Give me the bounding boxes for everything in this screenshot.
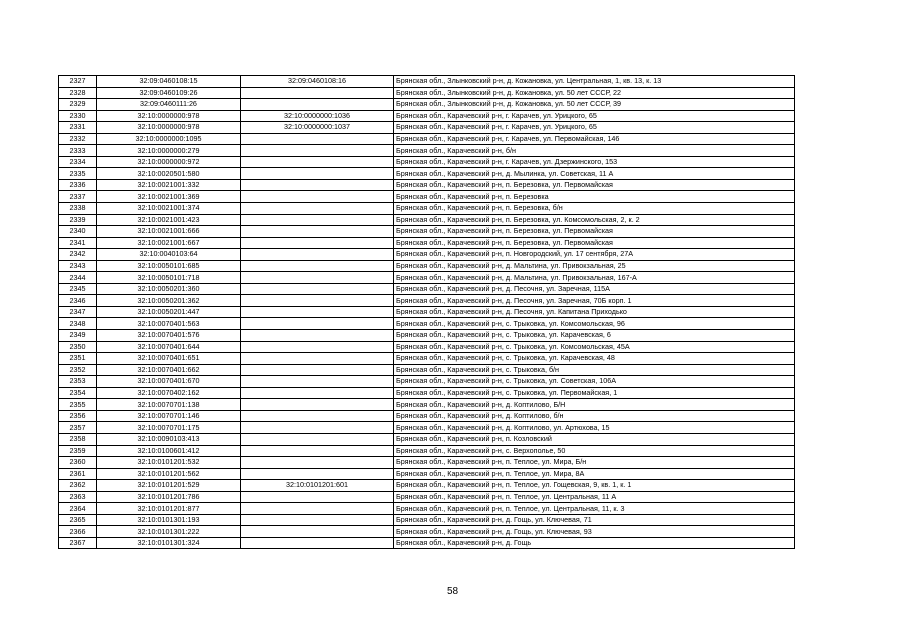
- parent-cadastral-cell: [241, 491, 394, 503]
- row-number-cell: 2336: [59, 179, 97, 191]
- row-number-cell: 2327: [59, 76, 97, 88]
- cadastral-number-cell: 32:10:0050201:447: [97, 306, 241, 318]
- parent-cadastral-cell: [241, 237, 394, 249]
- parent-cadastral-cell: [241, 226, 394, 238]
- row-number-cell: 2362: [59, 480, 97, 492]
- table-row: [59, 110, 795, 122]
- cadastral-number-cell: 32:10:0101301:324: [97, 537, 241, 549]
- address-cell: Брянская обл., Карачевский р-н, п. Березовка, ул. Комсомольская, 2, к. 2: [394, 214, 795, 226]
- parent-cadastral-cell: [241, 537, 394, 549]
- parent-cadastral-cell: [241, 376, 394, 388]
- parent-cadastral-cell: [241, 526, 394, 538]
- cadastral-number-cell: 32:10:0021001:369: [97, 191, 241, 203]
- address-cell: Брянская обл., Злынковский р-н, д. Кожановка, ул. 50 лет СССР, 39: [394, 99, 795, 111]
- row-number-cell: 2351: [59, 353, 97, 365]
- row-number-cell: 2356: [59, 410, 97, 422]
- cadastral-number-cell: 32:09:0460109:26: [97, 87, 241, 99]
- table-row: [59, 514, 795, 526]
- table-row: [59, 410, 795, 422]
- parent-cadastral-cell: [241, 145, 394, 157]
- table-row: [59, 87, 795, 99]
- table-row: [59, 226, 795, 238]
- table-row: [59, 341, 795, 353]
- cadastral-number-cell: 32:10:0070401:644: [97, 341, 241, 353]
- address-cell: Брянская обл., Карачевский р-н, п. Березовка: [394, 191, 795, 203]
- parent-cadastral-cell: [241, 341, 394, 353]
- parent-cadastral-cell: [241, 179, 394, 191]
- address-cell: Брянская обл., Карачевский р-н, п. Новгородский, ул. 17 сентября, 27А: [394, 249, 795, 261]
- row-number-cell: 2349: [59, 330, 97, 342]
- address-cell: Брянская обл., Карачевский р-н, п. Теплое, ул. Гощевская, 9, кв. 1, к. 1: [394, 480, 795, 492]
- parent-cadastral-cell: 32:10:0101201:601: [241, 480, 394, 492]
- parent-cadastral-cell: [241, 468, 394, 480]
- cadastral-number-cell: 32:10:0101201:877: [97, 503, 241, 515]
- parent-cadastral-cell: [241, 203, 394, 215]
- row-number-cell: 2359: [59, 445, 97, 457]
- parent-cadastral-cell: [241, 399, 394, 411]
- row-number-cell: 2334: [59, 156, 97, 168]
- table-row: [59, 503, 795, 515]
- row-number-cell: 2367: [59, 537, 97, 549]
- row-number-cell: 2348: [59, 318, 97, 330]
- row-number-cell: 2329: [59, 99, 97, 111]
- parent-cadastral-cell: [241, 410, 394, 422]
- table-row: [59, 364, 795, 376]
- address-cell: Брянская обл., Карачевский р-н, п. Березовка, ул. Первомайская: [394, 237, 795, 249]
- address-cell: Брянская обл., Карачевский р-н, с. Верхополье, 50: [394, 445, 795, 457]
- registry-table: [58, 75, 795, 549]
- parent-cadastral-cell: [241, 191, 394, 203]
- table-row: [59, 537, 795, 549]
- address-cell: Брянская обл., Карачевский р-н, с. Трыковка, ул. Карачевская, 48: [394, 353, 795, 365]
- cadastral-number-cell: 32:10:0070401:670: [97, 376, 241, 388]
- address-cell: Брянская обл., Карачевский р-н, д. Мальтина, ул. Привокзальная, 167-А: [394, 272, 795, 284]
- address-cell: Брянская обл., Карачевский р-н, с. Трыковка, ул. Первомайская, 1: [394, 387, 795, 399]
- address-cell: Брянская обл., Карачевский р-н, п. Березовка, ул. Первомайская: [394, 226, 795, 238]
- table-row: [59, 203, 795, 215]
- table-row: [59, 480, 795, 492]
- cadastral-number-cell: 32:10:0021001:374: [97, 203, 241, 215]
- address-cell: Брянская обл., Карачевский р-н, с. Трыковка, б/н: [394, 364, 795, 376]
- table-row: [59, 133, 795, 145]
- cadastral-number-cell: 32:10:0070401:651: [97, 353, 241, 365]
- address-cell: Брянская обл., Карачевский р-н, г. Карачев, ул. Первомайская, 146: [394, 133, 795, 145]
- table-row: [59, 433, 795, 445]
- table-row: [59, 295, 795, 307]
- cadastral-number-cell: 32:10:0050101:718: [97, 272, 241, 284]
- cadastral-number-cell: 32:10:0021001:666: [97, 226, 241, 238]
- cadastral-number-cell: 32:10:0040103:64: [97, 249, 241, 261]
- address-cell: Брянская обл., Карачевский р-н, п. Козловский: [394, 433, 795, 445]
- cadastral-number-cell: 32:10:0101201:532: [97, 457, 241, 469]
- table-row: [59, 145, 795, 157]
- cadastral-number-cell: 32:10:0101201:562: [97, 468, 241, 480]
- cadastral-number-cell: 32:10:0101301:193: [97, 514, 241, 526]
- address-cell: Брянская обл., Карачевский р-н, д. Песочня, ул. Заречная, 70Б корп. 1: [394, 295, 795, 307]
- row-number-cell: 2361: [59, 468, 97, 480]
- address-cell: Брянская обл., Карачевский р-н, д. Гощь: [394, 537, 795, 549]
- address-cell: Брянская обл., Карачевский р-н, б/н: [394, 145, 795, 157]
- row-number-cell: 2343: [59, 260, 97, 272]
- table-row: [59, 283, 795, 295]
- row-number-cell: 2358: [59, 433, 97, 445]
- address-cell: Брянская обл., Карачевский р-н, с. Трыковка, ул. Советская, 106А: [394, 376, 795, 388]
- table-row: [59, 179, 795, 191]
- cadastral-number-cell: 32:10:0070401:662: [97, 364, 241, 376]
- parent-cadastral-cell: [241, 168, 394, 180]
- table-row: [59, 76, 795, 88]
- row-number-cell: 2355: [59, 399, 97, 411]
- row-number-cell: 2328: [59, 87, 97, 99]
- page-number: 58: [446, 586, 459, 597]
- row-number-cell: 2353: [59, 376, 97, 388]
- row-number-cell: 2350: [59, 341, 97, 353]
- row-number-cell: 2365: [59, 514, 97, 526]
- cadastral-number-cell: 32:10:0070402:162: [97, 387, 241, 399]
- address-cell: Брянская обл., Карачевский р-н, д. Песочня, ул. Капитана Приходько: [394, 306, 795, 318]
- table-row: [59, 156, 795, 168]
- address-cell: Брянская обл., Карачевский р-н, д. Коптилово, ул. Артюхова, 15: [394, 422, 795, 434]
- table-row: [59, 387, 795, 399]
- cadastral-number-cell: 32:10:0070401:563: [97, 318, 241, 330]
- cadastral-number-cell: 32:10:0050201:360: [97, 283, 241, 295]
- cadastral-number-cell: 32:10:0100601:412: [97, 445, 241, 457]
- address-cell: Брянская обл., Карачевский р-н, п. Теплое, ул. Центральная, 11, к. 3: [394, 503, 795, 515]
- table-row: [59, 214, 795, 226]
- parent-cadastral-cell: [241, 99, 394, 111]
- parent-cadastral-cell: [241, 295, 394, 307]
- table-row: [59, 399, 795, 411]
- cadastral-number-cell: 32:10:0070701:138: [97, 399, 241, 411]
- address-cell: Брянская обл., Карачевский р-н, п. Теплое, ул. Мира, Б/н: [394, 457, 795, 469]
- cadastral-number-cell: 32:10:0070401:576: [97, 330, 241, 342]
- table-row: [59, 191, 795, 203]
- row-number-cell: 2347: [59, 306, 97, 318]
- parent-cadastral-cell: [241, 306, 394, 318]
- row-number-cell: 2338: [59, 203, 97, 215]
- table-row: [59, 99, 795, 111]
- address-cell: Брянская обл., Карачевский р-н, с. Трыковка, ул. Карачевская, 6: [394, 330, 795, 342]
- parent-cadastral-cell: 32:09:0460108:16: [241, 76, 394, 88]
- table-row: [59, 260, 795, 272]
- table-row: [59, 422, 795, 434]
- address-cell: Брянская обл., Карачевский р-н, с. Трыковка, ул. Комсомольская, 96: [394, 318, 795, 330]
- cadastral-number-cell: 32:09:0460108:15: [97, 76, 241, 88]
- parent-cadastral-cell: 32:10:0000000:1036: [241, 110, 394, 122]
- cadastral-number-cell: 32:10:0021001:667: [97, 237, 241, 249]
- cadastral-number-cell: 32:10:0101301:222: [97, 526, 241, 538]
- address-cell: Брянская обл., Карачевский р-н, г. Карачев, ул. Урицкого, 65: [394, 110, 795, 122]
- table-row: [59, 353, 795, 365]
- row-number-cell: 2364: [59, 503, 97, 515]
- cadastral-number-cell: 32:09:0460111:26: [97, 99, 241, 111]
- cadastral-number-cell: 32:10:0020501:580: [97, 168, 241, 180]
- cadastral-number-cell: 32:10:0070701:175: [97, 422, 241, 434]
- cadastral-number-cell: 32:10:0000000:978: [97, 122, 241, 134]
- cadastral-number-cell: 32:10:0000000:978: [97, 110, 241, 122]
- address-cell: Брянская обл., Злынковский р-н, д. Кожановка, ул. 50 лет СССР, 22: [394, 87, 795, 99]
- parent-cadastral-cell: 32:10:0000000:1037: [241, 122, 394, 134]
- cadastral-number-cell: 32:10:0021001:423: [97, 214, 241, 226]
- address-cell: Брянская обл., Карачевский р-н, г. Карачев, ул. Дзержинского, 153: [394, 156, 795, 168]
- table-row: [59, 376, 795, 388]
- address-cell: Брянская обл., Карачевский р-н, д. Коптилово, б/н: [394, 410, 795, 422]
- row-number-cell: 2332: [59, 133, 97, 145]
- row-number-cell: 2346: [59, 295, 97, 307]
- cadastral-number-cell: 32:10:0101201:529: [97, 480, 241, 492]
- registry-table-body: [59, 76, 795, 549]
- table-row: [59, 318, 795, 330]
- address-cell: Брянская обл., Карачевский р-н, д. Гощь, ул. Ключевая, 71: [394, 514, 795, 526]
- row-number-cell: 2337: [59, 191, 97, 203]
- address-cell: Брянская обл., Карачевский р-н, д. Коптилово, Б/Н: [394, 399, 795, 411]
- row-number-cell: 2357: [59, 422, 97, 434]
- address-cell: Брянская обл., Карачевский р-н, д. Мылинка, ул. Советская, 11 А: [394, 168, 795, 180]
- table-row: [59, 468, 795, 480]
- parent-cadastral-cell: [241, 387, 394, 399]
- row-number-cell: 2345: [59, 283, 97, 295]
- parent-cadastral-cell: [241, 260, 394, 272]
- row-number-cell: 2331: [59, 122, 97, 134]
- row-number-cell: 2363: [59, 491, 97, 503]
- row-number-cell: 2341: [59, 237, 97, 249]
- address-cell: Брянская обл., Карачевский р-н, п. Березовка, ул. Первомайская: [394, 179, 795, 191]
- table-row: [59, 272, 795, 284]
- row-number-cell: 2340: [59, 226, 97, 238]
- address-cell: Брянская обл., Злынковский р-н, д. Кожановка, ул. Центральная, 1, кв. 13, к. 13: [394, 76, 795, 88]
- table-row: [59, 457, 795, 469]
- cadastral-number-cell: 32:10:0021001:332: [97, 179, 241, 191]
- table-row: [59, 330, 795, 342]
- parent-cadastral-cell: [241, 156, 394, 168]
- table-row: [59, 491, 795, 503]
- parent-cadastral-cell: [241, 422, 394, 434]
- table-row: [59, 306, 795, 318]
- cadastral-number-cell: 32:10:0000000:972: [97, 156, 241, 168]
- table-row: [59, 526, 795, 538]
- address-cell: Брянская обл., Карачевский р-н, п. Березовка, б/н: [394, 203, 795, 215]
- cadastral-number-cell: 32:10:0050201:362: [97, 295, 241, 307]
- table-row: [59, 237, 795, 249]
- address-cell: Брянская обл., Карачевский р-н, д. Гощь, ул. Ключевая, 93: [394, 526, 795, 538]
- address-cell: Брянская обл., Карачевский р-н, д. Песочня, ул. Заречная, 115А: [394, 283, 795, 295]
- parent-cadastral-cell: [241, 364, 394, 376]
- row-number-cell: 2330: [59, 110, 97, 122]
- parent-cadastral-cell: [241, 214, 394, 226]
- address-cell: Брянская обл., Карачевский р-н, с. Трыковка, ул. Комсомольская, 45А: [394, 341, 795, 353]
- parent-cadastral-cell: [241, 330, 394, 342]
- address-cell: Брянская обл., Карачевский р-н, п. Теплое, ул. Центральная, 11 А: [394, 491, 795, 503]
- row-number-cell: 2339: [59, 214, 97, 226]
- cadastral-number-cell: 32:10:0101201:786: [97, 491, 241, 503]
- parent-cadastral-cell: [241, 133, 394, 145]
- row-number-cell: 2333: [59, 145, 97, 157]
- table-row: [59, 249, 795, 261]
- cadastral-number-cell: 32:10:0090103:413: [97, 433, 241, 445]
- cadastral-number-cell: 32:10:0000000:1095: [97, 133, 241, 145]
- table-row: [59, 445, 795, 457]
- cadastral-number-cell: 32:10:0050101:685: [97, 260, 241, 272]
- parent-cadastral-cell: [241, 249, 394, 261]
- parent-cadastral-cell: [241, 433, 394, 445]
- parent-cadastral-cell: [241, 283, 394, 295]
- parent-cadastral-cell: [241, 87, 394, 99]
- cadastral-number-cell: 32:10:0070701:146: [97, 410, 241, 422]
- row-number-cell: 2354: [59, 387, 97, 399]
- row-number-cell: 2342: [59, 249, 97, 261]
- parent-cadastral-cell: [241, 318, 394, 330]
- address-cell: Брянская обл., Карачевский р-н, п. Теплое, ул. Мира, 8А: [394, 468, 795, 480]
- parent-cadastral-cell: [241, 272, 394, 284]
- row-number-cell: 2352: [59, 364, 97, 376]
- row-number-cell: 2360: [59, 457, 97, 469]
- address-cell: Брянская обл., Карачевский р-н, д. Мальтина, ул. Привокзальная, 25: [394, 260, 795, 272]
- parent-cadastral-cell: [241, 445, 394, 457]
- address-cell: Брянская обл., Карачевский р-н, г. Карачев, ул. Урицкого, 65: [394, 122, 795, 134]
- table-row: [59, 122, 795, 134]
- parent-cadastral-cell: [241, 503, 394, 515]
- parent-cadastral-cell: [241, 353, 394, 365]
- parent-cadastral-cell: [241, 514, 394, 526]
- row-number-cell: 2335: [59, 168, 97, 180]
- parent-cadastral-cell: [241, 457, 394, 469]
- cadastral-number-cell: 32:10:0000000:279: [97, 145, 241, 157]
- row-number-cell: 2344: [59, 272, 97, 284]
- row-number-cell: 2366: [59, 526, 97, 538]
- table-row: [59, 168, 795, 180]
